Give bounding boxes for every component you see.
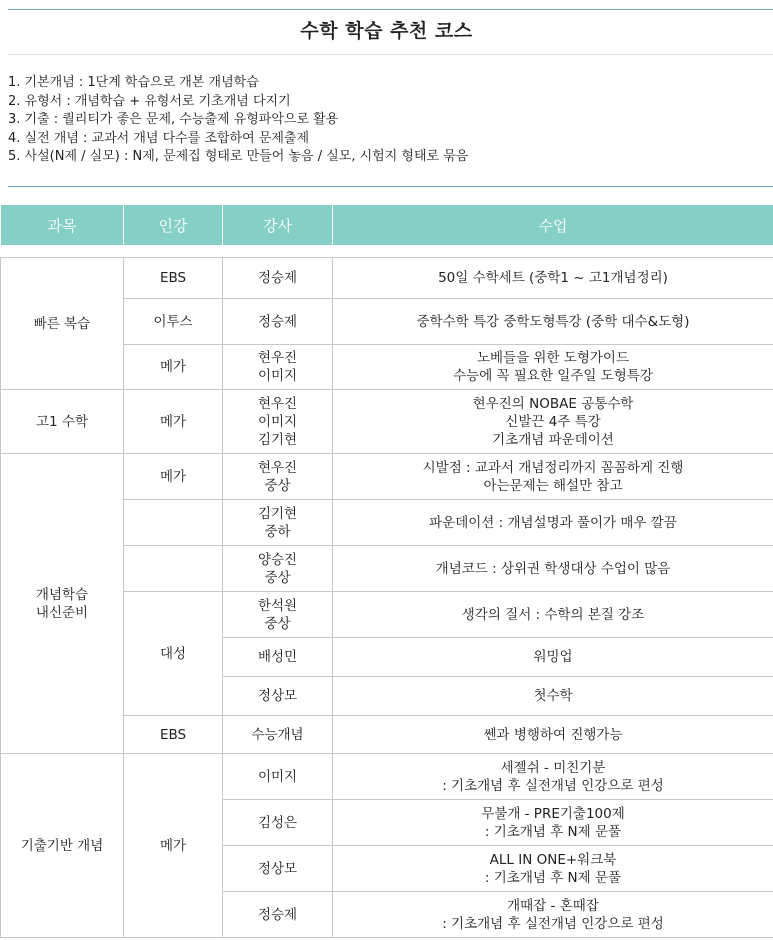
table-header-row bbox=[1, 205, 773, 245]
subject-cell: 개념학습 내신준비 bbox=[1, 454, 124, 754]
platform-cell: EBS bbox=[124, 716, 223, 754]
subject-cell: 고1 수학 bbox=[1, 390, 124, 454]
header-subject: 과목 bbox=[1, 205, 124, 245]
note-item: 4. 실전 개념 : 교과서 개념 다수를 조합하여 문제출제 bbox=[8, 130, 310, 146]
class-cell: 50일 수학세트 (중학1 ~ 고1개념정리) bbox=[333, 258, 773, 299]
platform-cell: EBS bbox=[124, 258, 223, 299]
platform-cell-empty bbox=[124, 500, 223, 546]
platform-cell: 메가 bbox=[124, 390, 223, 454]
top-divider bbox=[8, 9, 773, 10]
platform-cell: 대성 bbox=[124, 592, 223, 716]
header-teacher: 강사 bbox=[223, 205, 333, 245]
teacher-cell: 정상모 bbox=[223, 677, 333, 716]
note-item: 3. 기출 : 퀄리티가 좋은 문제, 수능출제 유형파악으로 활용 bbox=[8, 112, 339, 127]
class-cell: 개념코드 : 상위권 학생대상 수업이 많음 bbox=[333, 546, 773, 592]
teacher-cell: 김기현 중하 bbox=[223, 500, 333, 546]
class-cell: 중학수학 특강 중학도형특강 (중학 대수&도형) bbox=[333, 299, 773, 345]
class-cell: ALL IN ONE+워크북 : 기초개념 후 N제 문풀 bbox=[333, 846, 773, 892]
title-divider bbox=[8, 54, 773, 55]
teacher-cell: 정승제 bbox=[223, 258, 333, 299]
table-row bbox=[1, 258, 773, 299]
teacher-cell: 정승제 bbox=[223, 299, 333, 345]
note-item: 5. 사설(N제 / 실모) : N제, 문제집 형태로 만들어 놓음 / 실모, 시험지 형태로 묶음 bbox=[8, 149, 469, 164]
class-cell: 생각의 질서 : 수학의 본질 강조 bbox=[333, 592, 773, 638]
class-cell: 시발점 : 교과서 개념정리까지 꼼꼼하게 진행 아는문제는 해설만 참고 bbox=[333, 454, 773, 500]
teacher-cell: 배성민 bbox=[223, 638, 333, 677]
class-cell: 무불개 - PRE기출100제 : 기초개념 후 N제 문풀 bbox=[333, 800, 773, 846]
teacher-cell: 한석원 중상 bbox=[223, 592, 333, 638]
class-cell: 첫수학 bbox=[333, 677, 773, 716]
subject-cell: 빠른 복습 bbox=[1, 258, 124, 390]
teacher-cell: 정승제 bbox=[223, 892, 333, 938]
teacher-cell: 현우진 이미지 bbox=[223, 345, 333, 390]
class-cell: 현우진의 NOBAE 공통수학 신발끈 4주 특강 기초개념 파운데이션 bbox=[333, 390, 773, 454]
class-cell: 쎈과 병행하여 진행가능 bbox=[333, 716, 773, 754]
class-cell: 노베들을 위한 도형가이드 수능에 꼭 필요한 일주일 도형특강 bbox=[333, 345, 773, 390]
teacher-cell: 현우진 이미지 김기현 bbox=[223, 390, 333, 454]
teacher-cell: 정상모 bbox=[223, 846, 333, 892]
class-cell: 세젤쉬 - 미친기분 : 기초개념 후 실전개념 인강으로 편성 bbox=[333, 754, 773, 800]
table-row bbox=[1, 390, 773, 454]
platform-cell-empty bbox=[124, 546, 223, 592]
class-cell: 파운데이션 : 개념설명과 풀이가 매우 깔끔 bbox=[333, 500, 773, 546]
note-item: 2. 유형서 : 개념학습 + 유형서로 기초개념 다지기 bbox=[8, 93, 291, 109]
class-cell: 개때잡 - 혼때잡 : 기초개념 후 실전개념 인강으로 편성 bbox=[333, 892, 773, 938]
teacher-cell: 김성은 bbox=[223, 800, 333, 846]
teacher-cell: 이미지 bbox=[223, 754, 333, 800]
header-class: 수업 bbox=[333, 205, 773, 245]
teacher-cell: 현우진 중상 bbox=[223, 454, 333, 500]
platform-cell: 메가 bbox=[124, 454, 223, 500]
header-platform: 인강 bbox=[124, 205, 223, 245]
teacher-cell: 양승진 중상 bbox=[223, 546, 333, 592]
platform-cell: 메가 bbox=[124, 754, 223, 938]
subject-cell: 기출기반 개념 bbox=[1, 754, 124, 938]
table-row bbox=[1, 454, 773, 500]
table-row bbox=[1, 754, 773, 800]
page-title: 수학 학습 추천 코스 bbox=[300, 20, 473, 42]
course-table bbox=[0, 205, 773, 938]
platform-cell: 이투스 bbox=[124, 299, 223, 345]
note-item: 1. 기본개념 : 1단계 학습으로 개본 개념학습 bbox=[8, 75, 259, 90]
teacher-cell: 수능개념 bbox=[223, 716, 333, 754]
notes-divider bbox=[8, 186, 773, 187]
notes-list bbox=[8, 74, 768, 167]
class-cell: 워밍업 bbox=[333, 638, 773, 677]
platform-cell: 메가 bbox=[124, 345, 223, 390]
